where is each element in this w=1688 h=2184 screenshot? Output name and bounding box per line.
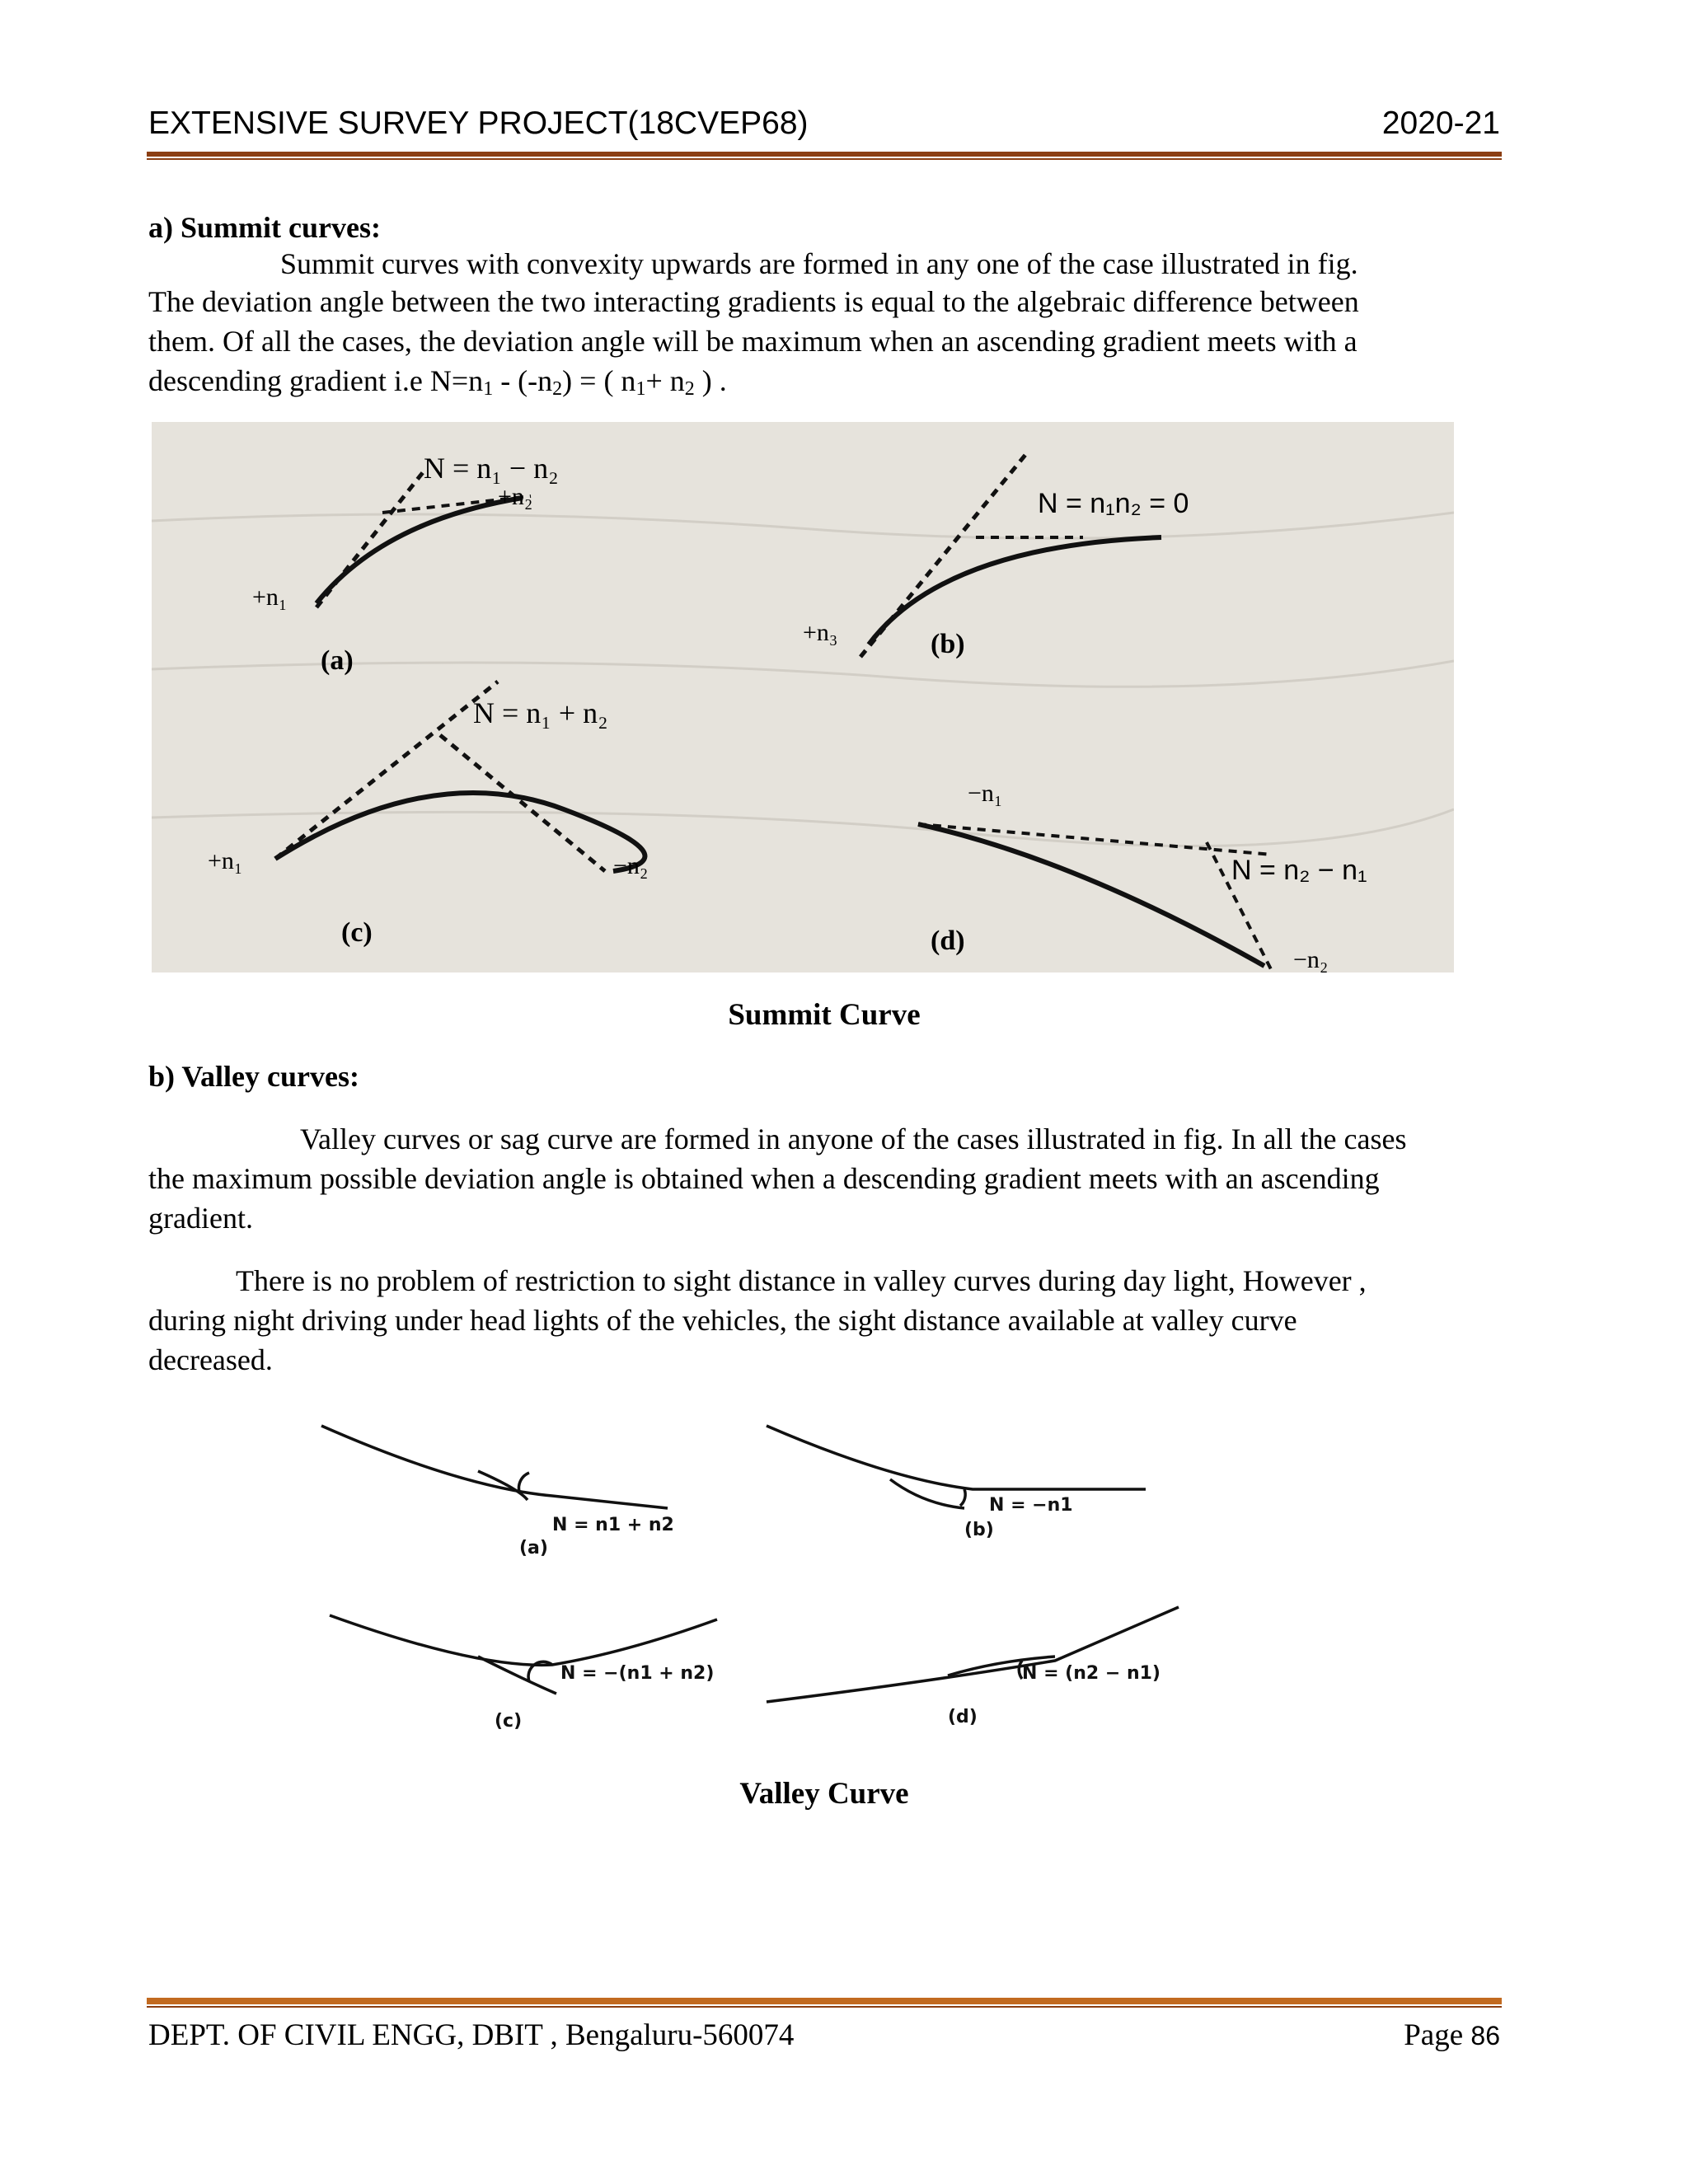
- label-d-eq: N = n₂ − n₁: [1231, 855, 1367, 886]
- valley-case-a: [321, 1426, 668, 1508]
- footer-dept: DEPT. OF CIVIL ENGG, DBIT , Bengaluru-560074: [148, 2018, 795, 2052]
- valley-para2-line1: There is no problem of restriction to sight distance in valley curves during day light, However ,: [236, 1264, 1367, 1297]
- summit-para-line4: descending gradient i.e $N=n_1 - (-n_2)$ = ( $n_1+ n_2$ ) .: [148, 364, 727, 400]
- summit-heading: a) Summit curves:: [148, 211, 381, 244]
- label-c: (c): [341, 917, 373, 948]
- summit-para-line1: Summit curves with convexity upwards are formed in any one of the case illustrated in fig.: [280, 247, 1358, 280]
- valley-heading: b) Valley curves:: [148, 1060, 359, 1093]
- curve-valley-a: [321, 1426, 668, 1508]
- curve-valley-b-inner: [890, 1479, 964, 1508]
- valley-label-c-eq: N = −(n1 + n2): [560, 1663, 715, 1684]
- label-b-eq: N = n₁n₂ = 0: [1038, 488, 1189, 519]
- label-d-n1: −n₁: [968, 780, 1003, 807]
- footer-page-number: 86: [1470, 2021, 1500, 2050]
- valley-para1-line3: gradient.: [148, 1202, 253, 1235]
- valley-para1-line2: the maximum possible deviation angle is obtained when a descending gradient meets with an ascending: [148, 1162, 1380, 1195]
- label-d-n2: −n₂: [1293, 946, 1329, 972]
- valley-caption: Valley Curve: [739, 1777, 909, 1811]
- valley-case-d: [767, 1607, 1179, 1702]
- footer-page-word: Page: [1404, 2018, 1464, 2052]
- page-header: [148, 97, 1500, 150]
- valley-label-b: (b): [964, 1520, 994, 1540]
- header-rule: [147, 152, 1502, 157]
- figure-paper-background: [152, 422, 1454, 972]
- header-rule-thin: [147, 158, 1502, 160]
- label-c-n2: −n₂: [613, 852, 649, 879]
- page-footer: [148, 2018, 1500, 2059]
- angle-arc-a: [518, 1473, 529, 1492]
- summit-para-line3: them. Of all the cases, the deviation angle will be maximum when an ascending gradient meets with a: [148, 325, 1357, 358]
- label-a-eq: N = n₁ − n₂: [424, 452, 559, 485]
- angle-arc-b: [960, 1489, 965, 1506]
- valley-para1-line1: Valley curves or sag curve are formed in anyone of the cases illustrated in fig. In all the cases: [300, 1122, 1407, 1155]
- curve-valley-b: [767, 1426, 1146, 1489]
- label-a: (a): [321, 645, 354, 676]
- label-c-eq: N = n₁ + n₂: [473, 696, 608, 729]
- label-a-n2: +n₂: [498, 483, 533, 510]
- valley-label-b-eq: N = −n1: [989, 1495, 1073, 1516]
- summit-curve-figure: [152, 422, 1454, 972]
- valley-curve-figure: [313, 1413, 1286, 1760]
- summit-para-line2: The deviation angle between the two interacting gradients is equal to the algebraic difference between: [148, 285, 1359, 318]
- footer-page: [1404, 2018, 1500, 2053]
- header-year: 2020-21: [1381, 105, 1500, 141]
- curve-valley-d: [767, 1607, 1179, 1702]
- label-a-n1: +n₁: [252, 583, 288, 611]
- label-c-n1: +n₁: [208, 847, 243, 874]
- label-b: (b): [931, 629, 965, 659]
- valley-label-a: (a): [519, 1538, 548, 1558]
- curve-valley-c: [330, 1615, 717, 1665]
- valley-label-d: (d): [948, 1707, 978, 1727]
- valley-case-b: [767, 1426, 1146, 1508]
- summit-caption: Summit Curve: [728, 998, 921, 1032]
- valley-label-d-eq: N = (n2 − n1): [1022, 1663, 1160, 1684]
- footer-rule: [147, 1998, 1502, 2004]
- valley-label-c: (c): [495, 1711, 523, 1732]
- footer-rule-thin: [147, 2006, 1502, 2008]
- label-b-n1: +n₃: [803, 619, 838, 646]
- valley-para2-line3: decreased.: [148, 1343, 273, 1376]
- header-title: EXTENSIVE SURVEY PROJECT(18CVEP68): [148, 105, 809, 141]
- valley-para2-line2: during night driving under head lights of the vehicles, the sight distance available at valley curve: [148, 1304, 1297, 1337]
- valley-label-a-eq: N = n1 + n2: [552, 1515, 674, 1535]
- label-d: (d): [931, 926, 965, 956]
